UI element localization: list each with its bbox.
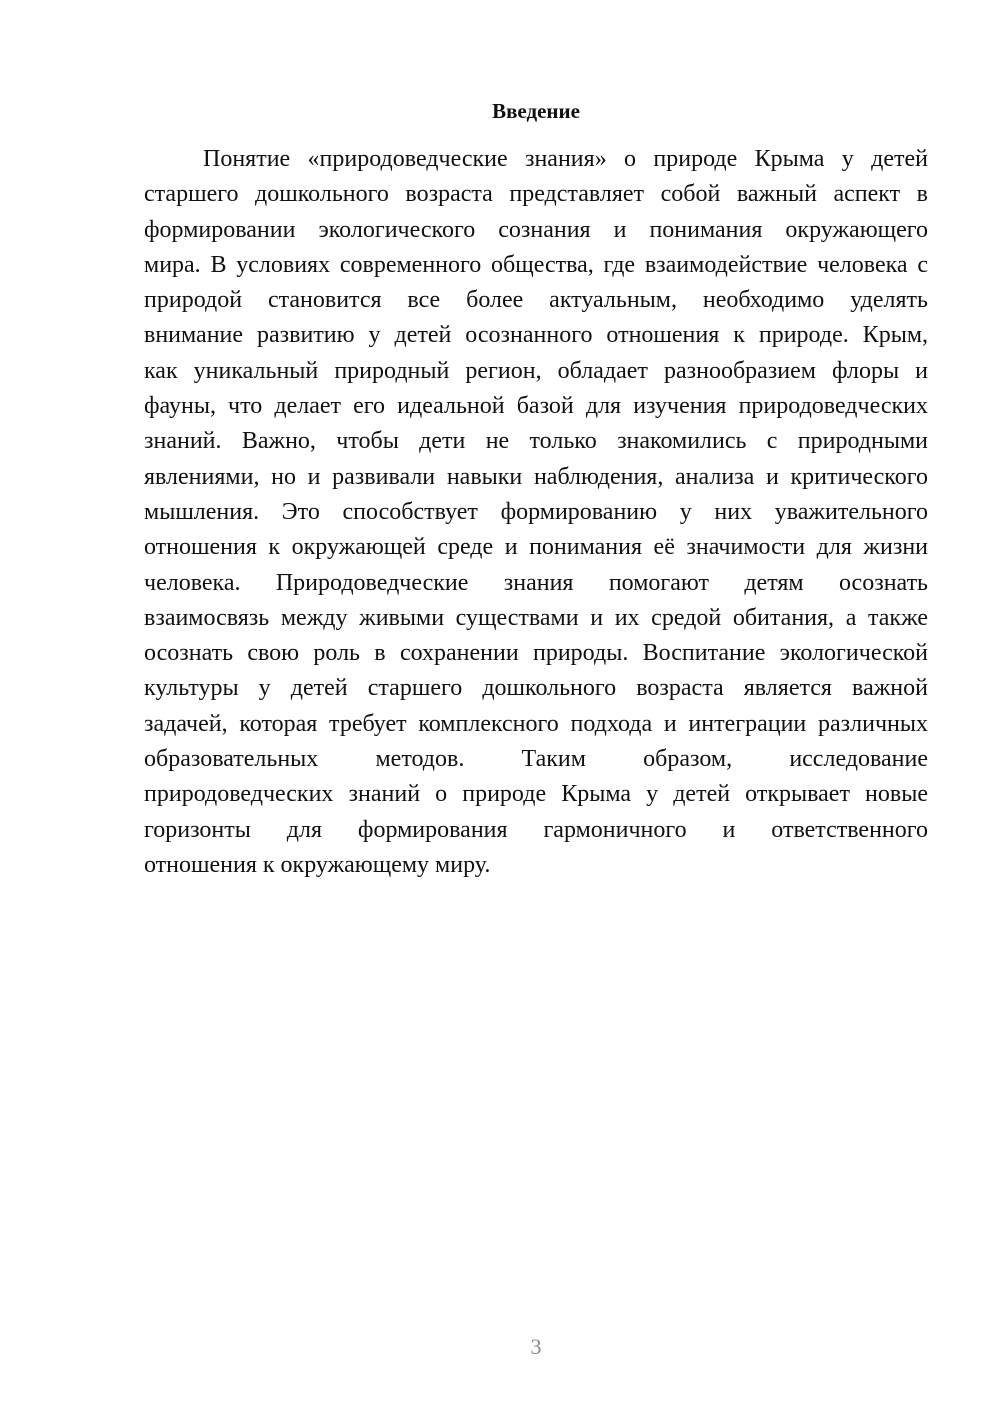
paragraph-line: фауны, что делает его идеальной базой для изучения природоведческих <box>144 393 928 420</box>
section-heading: Введение <box>492 99 580 123</box>
paragraph-line: знаний. Важно, чтобы дети не только знакомились с природными <box>144 428 928 455</box>
paragraph-line: отношения к окружающему миру. <box>144 851 491 878</box>
paragraph-line: осознать свою роль в сохранении природы. Воспитание экологической <box>144 640 928 667</box>
paragraph-line: человека. Природоведческие знания помогают детям осознать <box>144 569 928 596</box>
paragraph-line: мышления. Это способствует формированию у них уважительного <box>144 498 928 525</box>
paragraph-line: взаимосвязь между живыми существами и их средой обитания, а также <box>144 604 928 631</box>
paragraph-line: горизонты для формирования гармоничного и ответственного <box>144 816 928 843</box>
paragraph-line: Понятие «природоведческие знания» о природе Крыма у детей <box>203 146 928 172</box>
paragraph-line: старшего дошкольного возраста представляет собой важный аспект в <box>144 181 928 208</box>
paragraph-line: как уникальный природный регион, обладает разнообразием флоры и <box>144 357 928 384</box>
paragraph-line: внимание развитию у детей осознанного отношения к природе. Крым, <box>144 322 928 349</box>
page-number: 3 <box>530 1334 542 1359</box>
paragraph-line: формировании экологического сознания и понимания окружающего <box>144 216 928 243</box>
paragraph-line: природой становится все более актуальным, необходимо уделять <box>144 287 928 314</box>
body-paragraph <box>144 142 928 883</box>
paragraph-line: природоведческих знаний о природе Крыма у детей открывает новые <box>144 781 928 808</box>
paragraph-line: мира. В условиях современного общества, где взаимодействие человека с <box>144 251 928 278</box>
paragraph-line: образовательных методов. Таким образом, исследование <box>144 746 928 773</box>
paragraph-line: культуры у детей старшего дошкольного возраста является важной <box>144 675 928 702</box>
paragraph-line: задачей, которая требует комплексного подхода и интеграции различных <box>144 710 928 737</box>
paragraph-line: явлениями, но и развивали навыки наблюдения, анализа и критического <box>144 463 928 490</box>
paragraph-line: отношения к окружающей среде и понимания её значимости для жизни <box>144 534 928 561</box>
